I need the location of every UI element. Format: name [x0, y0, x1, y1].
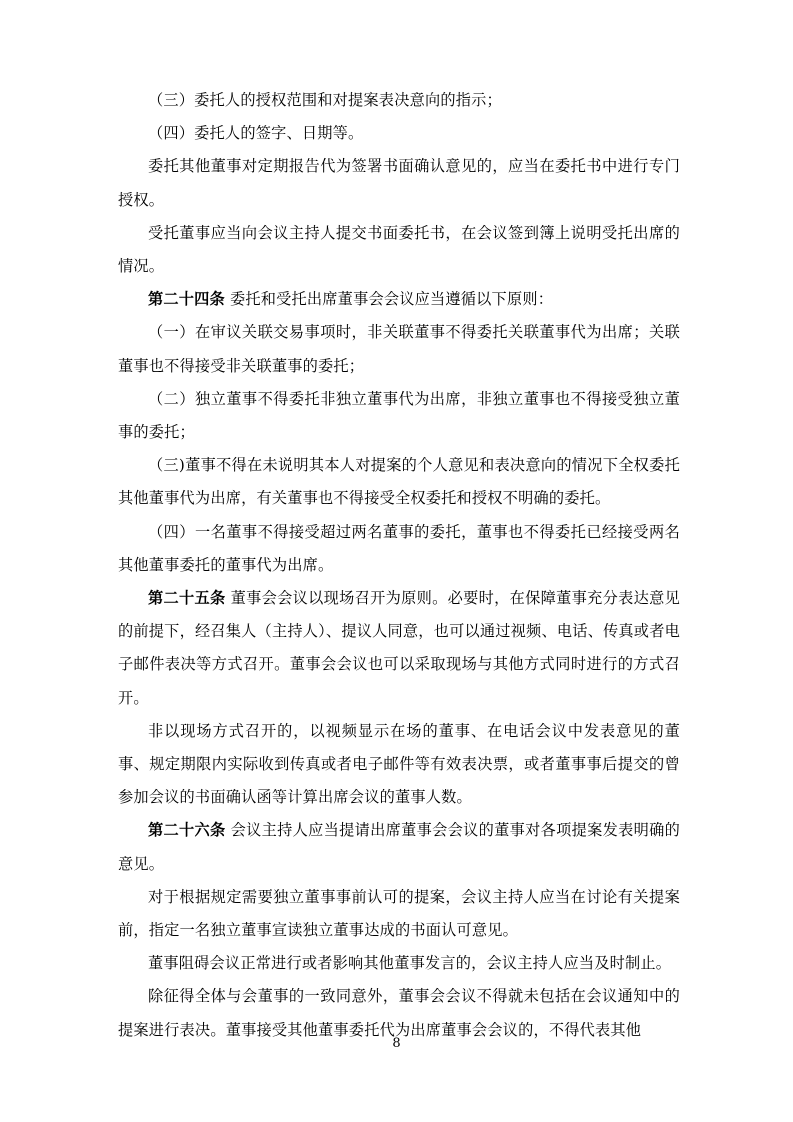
paragraph	[118, 516, 680, 582]
paragraph-text: 董事会会议以现场召开为原则。必要时，在保障董事充分表达意见的前提下，经召集人（主持人）、提议人同意，也可以通过视频、电话、传真或者电子邮件表决等方式召开。董事会会议也可以采取现场与其他方式同时进行的方式召开。	[118, 589, 681, 707]
paragraph-text: 委托其他董事对定期报告代为签署书面确认意见的，应当在委托书中进行专门授权。	[118, 157, 680, 209]
paragraph-text: 除征得全体与会董事的一致同意外，董事会会议不得就未包括在会议通知中的提案进行表决。董事接受其他董事委托代为出席董事会会议的，不得代表其他	[118, 987, 680, 1039]
paragraph	[118, 715, 680, 815]
paragraph-text: （四）委托人的签字、日期等。	[148, 124, 364, 143]
paragraph-text: 对于根据规定需要独立董事事前认可的提案，会议主持人应当在讨论有关提案前，指定一名独立董事宣读独立董事达成的书面认可意见。	[118, 887, 680, 940]
article-paragraph	[118, 283, 680, 316]
paragraph	[118, 449, 680, 515]
paragraph-text: 董事阻碍会议正常进行或者影响其他董事发言的，会议主持人应当及时制止。	[148, 954, 672, 973]
paragraph-text: （二）独立董事不得委托非独立董事代为出席，非独立董事也不得接受独立董事的委托；	[118, 389, 680, 442]
paragraph	[118, 383, 680, 449]
paragraph-text: 会议主持人应当提请出席董事会会议的董事对各项提案发表明确的意见。	[118, 821, 681, 873]
article-paragraph	[118, 582, 680, 715]
paragraph-text: （三)董事不得在未说明其本人对提案的个人意见和表决意向的情况下全权委托其他董事代为出席，有关董事也不得接受全权委托和授权不明确的委托。	[118, 456, 680, 508]
article-heading: 第二十六条	[148, 821, 226, 840]
paragraph-text: （四）一名董事不得接受超过两名董事的委托，董事也不得委托已经接受两名其他董事委托的董事代为出席。	[118, 522, 680, 574]
paragraph	[118, 881, 680, 947]
paragraph-text: （一）在审议关联交易事项时，非关联董事不得委托关联董事代为出席；关联董事也不得接受非关联董事的委托；	[118, 323, 680, 375]
paragraph-text: （三）委托人的授权范围和对提案表决意向的指示；	[148, 91, 502, 109]
paragraph	[118, 84, 680, 117]
article-paragraph	[118, 814, 680, 880]
article-heading: 第二十四条	[148, 290, 225, 309]
paragraph	[118, 316, 680, 382]
page-number: 8	[392, 1036, 401, 1051]
paragraph	[118, 947, 680, 980]
paragraph-text: 非以现场方式召开的，以视频显示在场的董事、在电话会议中发表意见的董事、规定期限内实际收到传真或者电子邮件等有效表决票，或者董事事后提交的曾参加会议的书面确认函等计算出席会议的董事人数。	[118, 721, 680, 807]
paragraph	[118, 150, 680, 216]
paragraph-text: 受托董事应当向会议主持人提交书面委托书，在会议签到簿上说明受托出席的情况。	[118, 223, 680, 276]
paragraph	[118, 217, 680, 283]
document-body	[118, 84, 680, 1047]
paragraph	[118, 117, 680, 150]
article-heading: 第二十五条	[148, 589, 226, 608]
paragraph-text: 委托和受托出席董事会会议应当遵循以下原则：	[224, 290, 554, 309]
